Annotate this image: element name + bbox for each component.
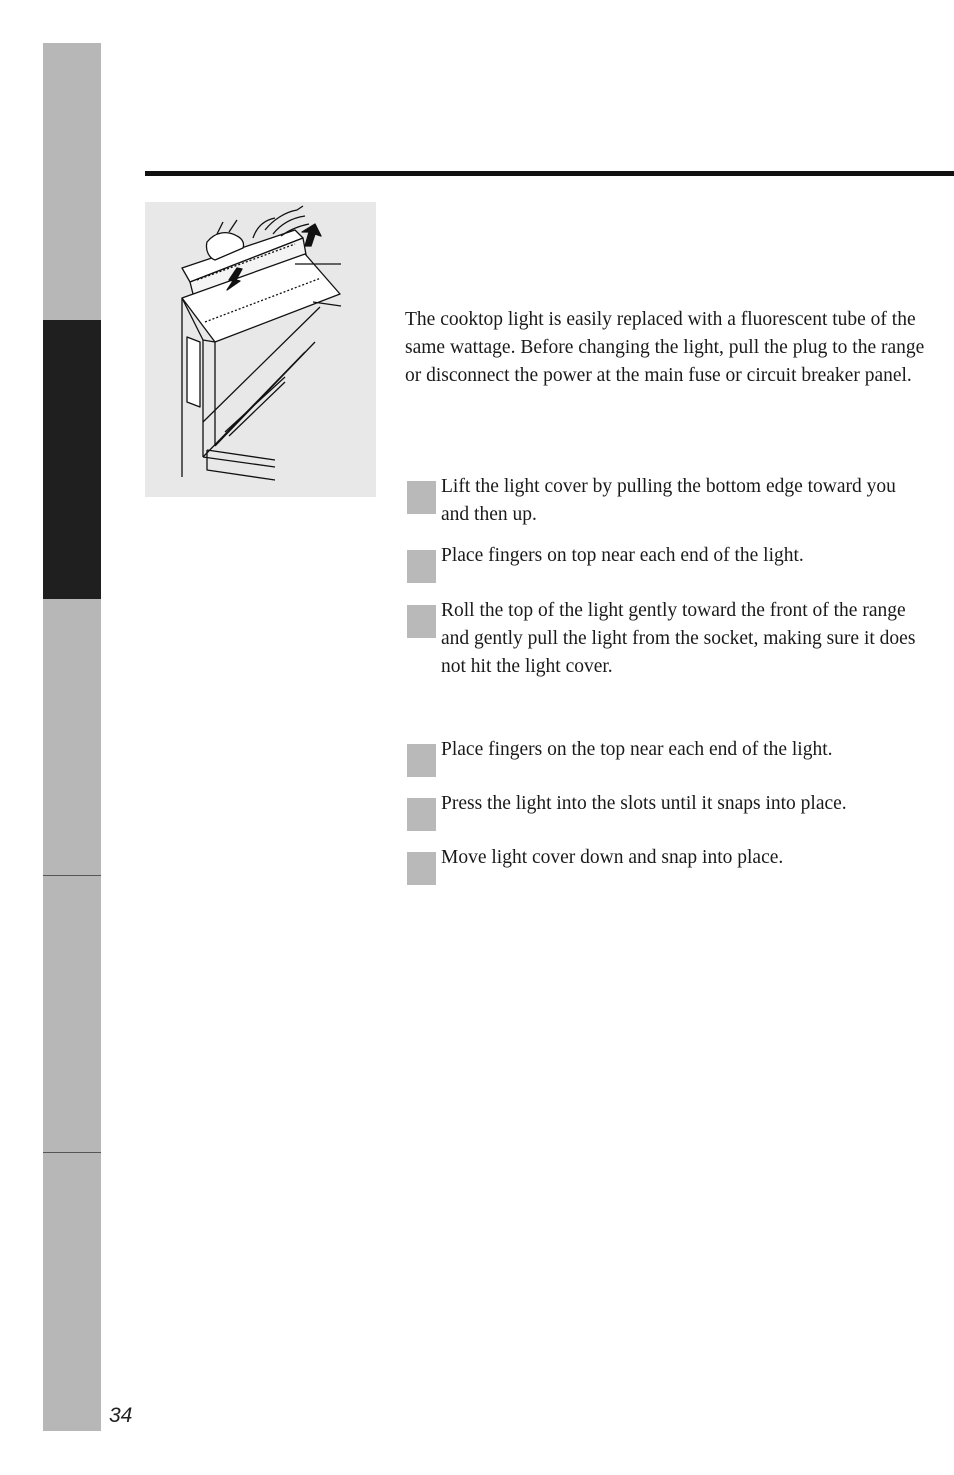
step-text: Press the light into the slots until it snaps into place. — [441, 793, 847, 814]
step-marker — [407, 798, 436, 831]
cooktop-light-illustration — [145, 202, 376, 497]
step-text: Roll the top of the light gently toward the front of the range and gently pull the light from the socket, making sure it does not hit the light cover. — [441, 600, 916, 677]
step-marker — [407, 481, 436, 514]
intro-paragraph: The cooktop light is easily replaced with a fluorescent tube of the same wattage. Before changing the light, pull the plug to the range or disconnect the power at the main fuse or circuit breaker panel. — [405, 309, 925, 386]
step-text: Move light cover down and snap into place. — [441, 847, 784, 868]
step-text: Place fingers on the top near each end of the light. — [441, 739, 833, 760]
step-text: Lift the light cover by pulling the bottom edge toward you and then up. — [441, 476, 896, 525]
side-tab-1 — [43, 43, 101, 320]
step-marker — [407, 605, 436, 638]
side-tab-5 — [43, 1153, 101, 1431]
side-tab-2-active — [43, 320, 101, 599]
step-marker — [407, 550, 436, 583]
side-tab-3 — [43, 599, 101, 875]
side-tab-4 — [43, 876, 101, 1152]
header-rule — [145, 171, 954, 176]
page-number: 34 — [109, 1404, 133, 1427]
step-text: Place fingers on top near each end of the light. — [441, 545, 804, 566]
range-light-drawing — [145, 202, 376, 497]
step-marker — [407, 852, 436, 885]
step-marker — [407, 744, 436, 777]
